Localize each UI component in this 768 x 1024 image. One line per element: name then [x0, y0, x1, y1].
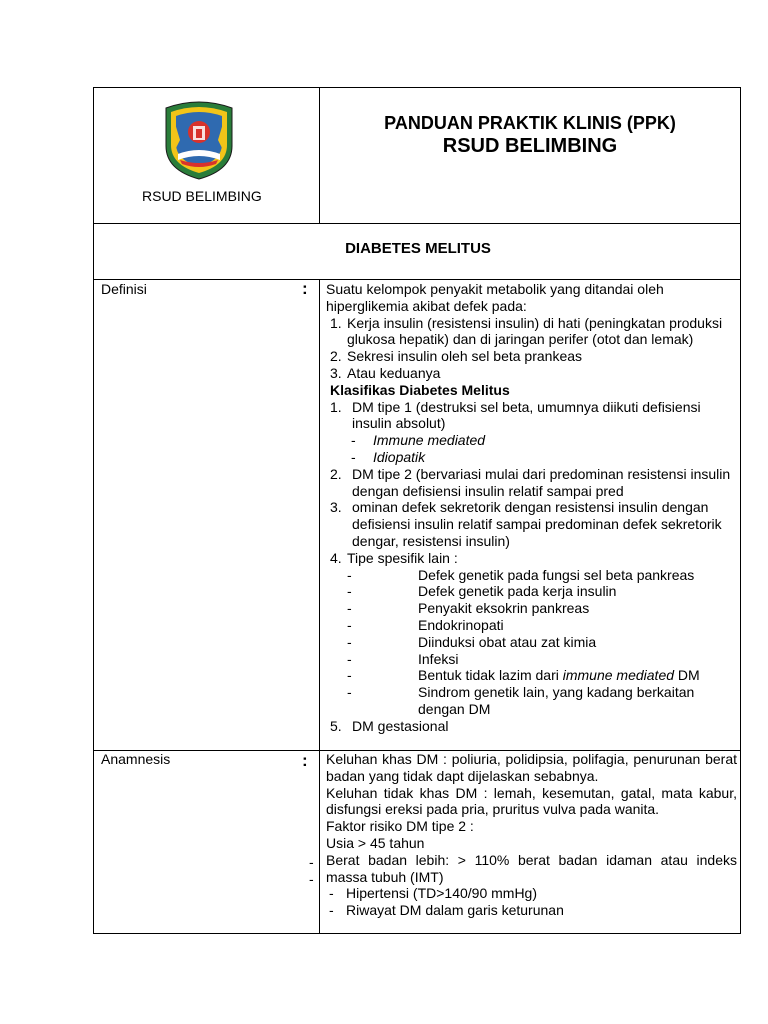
- list-item: [326, 667, 737, 684]
- item-text: Idiopatik: [373, 448, 426, 465]
- item-text: Riwayat DM dalam garis keturunan: [346, 902, 564, 919]
- text-part-italic: immune mediated: [562, 667, 675, 684]
- item-dash: -: [329, 885, 334, 902]
- item-number: 1.: [330, 314, 342, 331]
- item-text: DM tipe 1 (destruksi sel beta, umumnya diikuti defisiensi insulin absolut): [352, 398, 701, 432]
- item-text: DM gestasional: [352, 717, 449, 734]
- item-dash: -: [347, 583, 352, 600]
- item-text: ominan defek sekretorik dengan resistensi insulin dengan defisiensi insulin relatif sampai predominan defek sekretorik dengar, resistensi insulin): [352, 499, 722, 549]
- item-dash: -: [329, 902, 334, 919]
- ppk-table: [93, 87, 741, 934]
- item-text: Defek genetik pada kerja insulin: [418, 583, 617, 600]
- list-item: [326, 348, 737, 365]
- item-dash: -: [347, 566, 352, 583]
- hospital-label: RSUD BELIMBING: [142, 188, 262, 204]
- list-item: [326, 449, 737, 466]
- list-item: [326, 651, 737, 668]
- risk-item: Berat badan lebih: > 110% berat badan idaman atau indeks massa tubuh (IMT): [326, 851, 737, 885]
- item-text: Sekresi insulin oleh sel beta prankeas: [347, 348, 583, 365]
- item-text: Hipertensi (TD>140/90 mmHg): [346, 885, 538, 902]
- list-item: [326, 583, 737, 600]
- list-item: [326, 432, 737, 449]
- item-text: Immune mediated: [373, 432, 486, 449]
- item-text: DM tipe 2 (bervariasi mulai dari predominan resistensi insulin dengan defisiensi insulin relatif sampai pred: [352, 465, 731, 499]
- item-text: [418, 667, 737, 684]
- list-item: [326, 600, 737, 617]
- list-item: [326, 399, 737, 433]
- item-text: Tipe spesifik lain :: [347, 549, 458, 566]
- section-divider: [94, 279, 740, 280]
- anamnesis-paragraph: Keluhan khas DM : poliuria, polidipsia, polifagia, penurunan berat badan yang tidak dapt dijelaskan sebabnya.: [326, 751, 737, 784]
- item-dash: -: [347, 650, 352, 667]
- definisi-intro: Suatu kelompok penyakit metabolik yang ditandai oleh hiperglikemia akibat defek pada:: [326, 281, 664, 314]
- item-dash: -: [351, 448, 356, 465]
- item-number: 5.: [330, 717, 342, 734]
- item-number: 3.: [330, 364, 342, 381]
- item-dash: -: [347, 616, 352, 633]
- item-dash: -: [347, 600, 352, 617]
- document-title: PANDUAN PRAKTIK KLINIS (PPK): [384, 113, 676, 133]
- outside-dash: -: [309, 854, 314, 870]
- text-part: Bentuk tidak lazim dari: [418, 667, 563, 684]
- klasifikasi-heading: Klasifikas Diabetes Melitus: [330, 381, 510, 398]
- item-number: 4.: [330, 549, 342, 566]
- item-text: Infeksi: [418, 650, 459, 667]
- item-text: Sindrom genetik lain, yang kadang berkaitan dengan DM: [418, 684, 695, 717]
- content-column-divider: [319, 279, 320, 934]
- header-divider: [94, 223, 740, 224]
- definisi-content: [326, 281, 737, 735]
- item-dash: -: [347, 667, 352, 684]
- outside-dash: -: [309, 871, 314, 887]
- anamnesis-paragraph: Keluhan tidak khas DM : lemah, kesemutan, gatal, mata kabur, disfungsi ereksi pada pria, pruritus vulva pada wanita.: [326, 784, 737, 818]
- anamnesis-label: Anamnesis: [101, 751, 171, 767]
- item-text: Kerja insulin (resistensi insulin) di hati (peningkatan produksi glukosa hepatik) dan di jaringan perifer (otot dan lemak): [347, 314, 723, 348]
- list-item: [326, 365, 737, 382]
- hospital-title: RSUD BELIMBING: [442, 135, 618, 157]
- list-item: [326, 617, 737, 634]
- item-dash: -: [347, 684, 352, 701]
- text-part: DM: [674, 667, 700, 684]
- item-number: 2.: [330, 348, 342, 365]
- item-number: 2.: [330, 465, 342, 482]
- list-item: [326, 634, 737, 651]
- item-dash: -: [351, 432, 356, 449]
- item-text: Defek genetik pada fungsi sel beta pankreas: [418, 566, 695, 583]
- list-item: [326, 885, 737, 902]
- anamnesis-content: [326, 751, 737, 919]
- list-item: [326, 718, 737, 735]
- regional-coat-of-arms-logo: [162, 100, 236, 180]
- item-text: Penyakit eksokrin pankreas: [418, 600, 590, 617]
- list-item: [326, 550, 737, 567]
- item-number: 1.: [330, 398, 342, 415]
- definisi-label: Definisi: [101, 281, 147, 297]
- item-text: Endokrinopati: [418, 616, 504, 633]
- definisi-colon: :: [302, 279, 308, 298]
- list-item: [326, 499, 737, 549]
- risk-item: Usia > 45 tahun: [326, 834, 425, 851]
- item-text: Atau keduanya: [347, 364, 441, 381]
- item-dash: -: [347, 633, 352, 650]
- list-item: [326, 567, 737, 584]
- list-item: [326, 466, 737, 500]
- item-number: 3.: [330, 499, 342, 516]
- item-text: Diinduksi obat atau zat kimia: [418, 633, 597, 650]
- list-item: [326, 902, 737, 919]
- section-title: DIABETES MELITUS: [345, 240, 491, 257]
- anamnesis-paragraph: Faktor risiko DM tipe 2 :: [326, 818, 474, 835]
- list-item: [326, 315, 737, 349]
- list-item: [326, 684, 737, 718]
- anamnesis-colon: :: [302, 751, 308, 770]
